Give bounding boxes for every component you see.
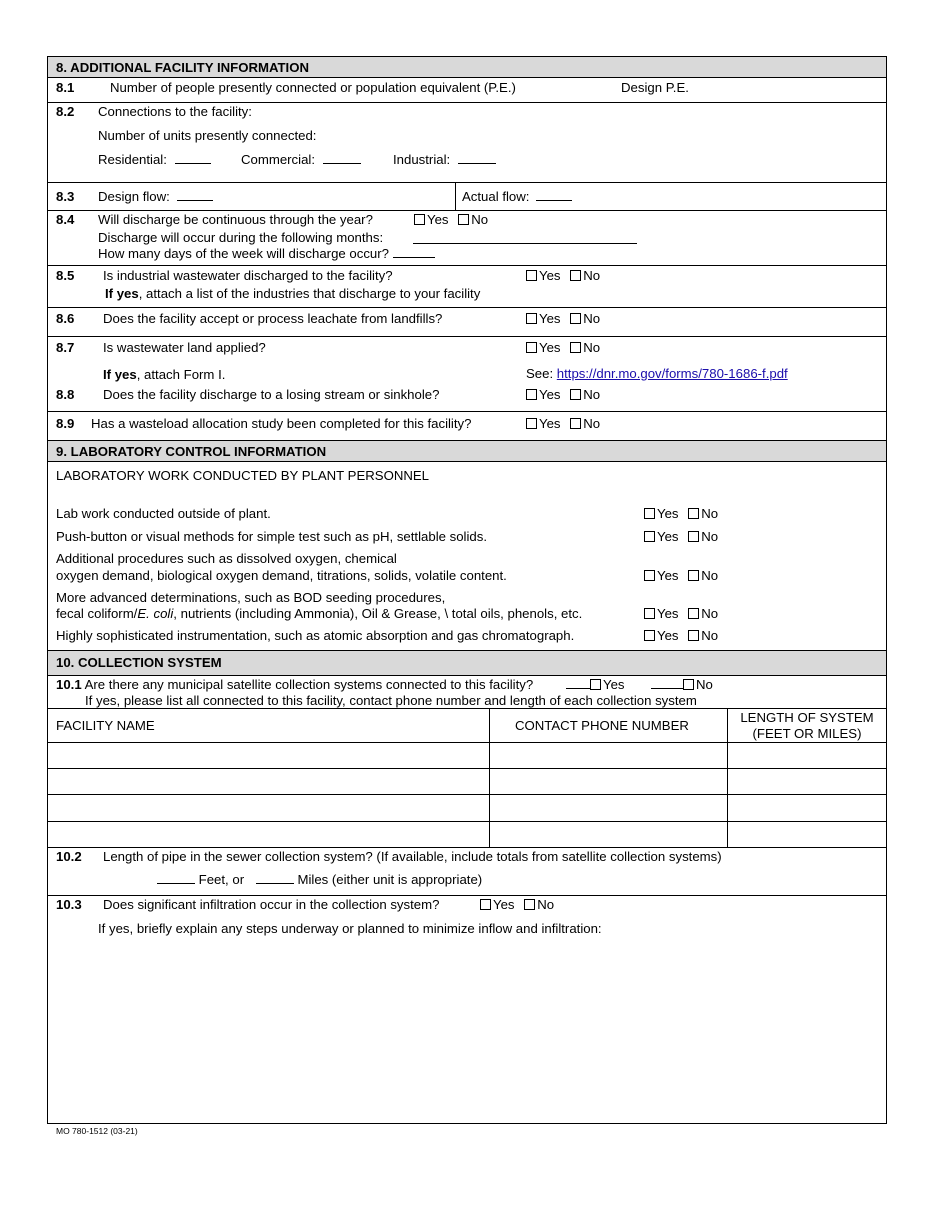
q8-9-options [526, 416, 600, 431]
q10-3-yes-checkbox[interactable] [480, 899, 491, 910]
commercial-field [241, 152, 361, 167]
q10-1-sub: If yes, please list all connected to this facility, contact phone number and length of each collection system [85, 693, 697, 708]
q10-2-number: 10.2 [56, 849, 82, 864]
q8-9-number: 8.9 [56, 416, 75, 431]
table-row[interactable] [48, 794, 886, 795]
actual-flow-label: Actual flow: [462, 189, 530, 204]
no-label: No [583, 311, 601, 326]
q10-3-text: Does significant infiltration occur in the collection system? [103, 897, 440, 912]
q8-7-ifyes [103, 367, 225, 382]
q8-7-yes-checkbox[interactable] [526, 342, 537, 353]
q10-1-no-option [651, 677, 713, 692]
yes-label: Yes [657, 606, 679, 621]
actual-flow-blank[interactable] [536, 189, 572, 201]
lab-q1-options [644, 506, 718, 521]
q10-1-number: 10.1 [56, 677, 82, 692]
q8-5-ifyes [105, 286, 480, 301]
q8-7-ifyes-bold: If yes [103, 367, 137, 382]
yes-label: Yes [539, 416, 561, 431]
no-label: No [583, 387, 601, 402]
q8-9-text: Has a wasteload allocation study been completed for this facility? [91, 416, 472, 431]
see-label: See: [526, 366, 557, 381]
q10-2-units [157, 872, 482, 887]
yes-label: Yes [539, 268, 561, 283]
no-label: No [583, 416, 601, 431]
yes-label: Yes [427, 212, 449, 227]
q8-1-text: Number of people presently connected or population equivalent (P.E.) [110, 80, 516, 95]
industrial-field [393, 152, 496, 167]
form-i-link[interactable]: https://dnr.mo.gov/forms/780-1686-f.pdf [556, 366, 788, 381]
q8-4-text: Will discharge be continuous through the year? [98, 212, 373, 227]
no-label: No [701, 628, 719, 643]
q8-9-yes-checkbox[interactable] [526, 418, 537, 429]
q8-4-months: Discharge will occur during the following months: [98, 230, 384, 245]
q10-1-no-checkbox[interactable] [683, 679, 694, 690]
q8-5-ifyes-bold: If yes [105, 286, 139, 301]
form-number-footer: MO 780-1512 (03-21) [56, 1126, 138, 1136]
q8-5-yes-checkbox[interactable] [526, 270, 537, 281]
no-label: No [701, 606, 719, 621]
miles-label: Miles (either unit is appropriate) [297, 872, 483, 887]
residential-blank[interactable] [175, 152, 211, 164]
q10-1-text: Are there any municipal satellite collection systems connected to this facility? [84, 677, 534, 692]
commercial-blank[interactable] [323, 152, 361, 164]
lab-q2-no-checkbox[interactable] [688, 531, 699, 542]
lab-q4-line1: More advanced determinations, such as BOD seeding procedures, [56, 590, 446, 605]
q10-1-yes-option [566, 677, 625, 692]
q8-7-ifyes-rest: , attach Form I. [136, 367, 226, 382]
design-flow-label: Design flow: [98, 189, 170, 204]
q8-3-number: 8.3 [56, 189, 75, 204]
lab-q4-post: , nutrients (including Ammonia), Oil & Grease, \ total oils, phenols, etc. [173, 606, 583, 621]
lab-q3-line2: oxygen demand, biological oxygen demand, titrations, solids, volatile content. [56, 568, 507, 583]
table-row[interactable] [48, 768, 886, 769]
q8-6-options [526, 311, 600, 326]
q10-2-text: Length of pipe in the sewer collection system? (If available, include totals from satellite collection systems) [103, 849, 722, 864]
no-label: No [537, 897, 555, 912]
q10-1-line [56, 677, 533, 692]
form-frame [47, 56, 887, 1124]
no-label: No [583, 268, 601, 283]
q8-5-text: Is industrial wastewater discharged to the facility? [103, 268, 393, 283]
q8-2-sub: Number of units presently connected: [98, 128, 317, 143]
yes-label: Yes [493, 897, 515, 912]
yes-label: Yes [603, 677, 625, 692]
yes-label: Yes [539, 311, 561, 326]
section-9-title: 9. LABORATORY CONTROL INFORMATION [56, 444, 327, 459]
q8-1-design-pe: Design P.E. [621, 80, 689, 95]
lab-q3-no-checkbox[interactable] [688, 570, 699, 581]
q8-6-text: Does the facility accept or process leachate from landfills? [103, 311, 443, 326]
q10-3-options [480, 897, 554, 912]
lab-q4-pre: fecal coliform/ [56, 606, 138, 621]
lab-q5-yes-checkbox[interactable] [644, 630, 655, 641]
lab-q1-no-checkbox[interactable] [688, 508, 699, 519]
industrial-blank[interactable] [458, 152, 496, 164]
q8-7-number: 8.7 [56, 340, 75, 355]
q8-4-no-checkbox[interactable] [458, 214, 469, 225]
col-facility-name: FACILITY NAME [56, 718, 155, 733]
q8-8-yes-checkbox[interactable] [526, 389, 537, 400]
q8-8-options [526, 387, 600, 402]
yes-label: Yes [657, 529, 679, 544]
q8-6-number: 8.6 [56, 311, 75, 326]
commercial-label: Commercial: [241, 152, 316, 167]
section-8-title: 8. ADDITIONAL FACILITY INFORMATION [56, 60, 310, 75]
no-label: No [701, 568, 719, 583]
q10-3-no-checkbox[interactable] [524, 899, 535, 910]
q8-4-days-field [98, 246, 435, 261]
q8-5-number: 8.5 [56, 268, 75, 283]
lab-q5-no-checkbox[interactable] [688, 630, 699, 641]
lab-q4-options [644, 606, 718, 621]
residential-field [98, 152, 211, 167]
q8-5-options [526, 268, 600, 283]
q8-4-number: 8.4 [56, 212, 75, 227]
q8-7-options [526, 340, 600, 355]
col-length-system-1: LENGTH OF SYSTEM [740, 710, 874, 725]
q8-5-no-checkbox[interactable] [570, 270, 581, 281]
days-blank[interactable] [393, 246, 435, 258]
q8-6-no-checkbox[interactable] [570, 313, 581, 324]
lab-q5-text: Highly sophisticated instrumentation, such as atomic absorption and gas chromatograph. [56, 628, 575, 643]
q8-2-number: 8.2 [56, 104, 75, 119]
col-length-system-2: (FEET OR MILES) [752, 726, 862, 741]
lab-q3-line1: Additional procedures such as dissolved oxygen, chemical [56, 551, 397, 566]
lab-heading: LABORATORY WORK CONDUCTED BY PLANT PERSONNEL [56, 468, 430, 483]
q8-7-see [526, 366, 788, 381]
section-10-title: 10. COLLECTION SYSTEM [56, 655, 222, 670]
lab-q2-text: Push-button or visual methods for simple test such as pH, settlable solids. [56, 529, 487, 544]
yes-label: Yes [657, 506, 679, 521]
q8-4-days: How many days of the week will discharge occur? [98, 246, 389, 261]
yes-label: Yes [539, 340, 561, 355]
no-label: No [701, 529, 719, 544]
no-label: No [583, 340, 601, 355]
feet-blank[interactable] [157, 872, 195, 884]
no-label: No [471, 212, 489, 227]
lab-q2-yes-checkbox[interactable] [644, 531, 655, 542]
lab-q3-options [644, 568, 718, 583]
lab-q5-options [644, 628, 718, 643]
no-label: No [701, 506, 719, 521]
q8-4-yes-checkbox[interactable] [414, 214, 425, 225]
design-flow-blank[interactable] [177, 189, 213, 201]
explain-answer-area[interactable] [56, 941, 878, 1117]
q8-6-yes-checkbox[interactable] [526, 313, 537, 324]
q8-2-text: Connections to the facility: [98, 104, 252, 119]
q8-8-no-checkbox[interactable] [570, 389, 581, 400]
q8-7-text: Is wastewater land applied? [103, 340, 266, 355]
q8-1-number: 8.1 [56, 80, 75, 95]
months-blank[interactable] [413, 243, 637, 244]
lab-q4-line2 [56, 606, 582, 621]
lab-q2-options [644, 529, 718, 544]
q8-4-options [414, 212, 488, 227]
q10-3-number: 10.3 [56, 897, 82, 912]
lab-q3-yes-checkbox[interactable] [644, 570, 655, 581]
lab-q1-text: Lab work conducted outside of plant. [56, 506, 271, 521]
design-flow-field [98, 189, 213, 204]
feet-label: Feet, or [198, 872, 245, 887]
lab-q1-yes-checkbox[interactable] [644, 508, 655, 519]
industrial-label: Industrial: [393, 152, 451, 167]
q10-3-explain: If yes, briefly explain any steps underway or planned to minimize inflow and infiltration: [98, 921, 602, 936]
residential-label: Residential: [98, 152, 167, 167]
yes-label: Yes [657, 628, 679, 643]
miles-blank[interactable] [256, 872, 294, 884]
actual-flow-field [462, 189, 572, 204]
q8-7-no-checkbox[interactable] [570, 342, 581, 353]
q8-8-text: Does the facility discharge to a losing stream or sinkhole? [103, 387, 440, 402]
q8-5-ifyes-rest: , attach a list of the industries that discharge to your facility [138, 286, 481, 301]
q8-8-number: 8.8 [56, 387, 75, 402]
table-row[interactable] [48, 847, 886, 848]
no-label: No [696, 677, 713, 692]
lab-q4-no-checkbox[interactable] [688, 608, 699, 619]
yes-label: Yes [539, 387, 561, 402]
lab-q4-italic: E. coli [137, 606, 174, 621]
yes-label: Yes [657, 568, 679, 583]
table-row[interactable] [48, 821, 886, 822]
lab-q4-yes-checkbox[interactable] [644, 608, 655, 619]
col-contact-phone: CONTACT PHONE NUMBER [515, 718, 689, 733]
q10-1-yes-checkbox[interactable] [590, 679, 601, 690]
q8-9-no-checkbox[interactable] [570, 418, 581, 429]
